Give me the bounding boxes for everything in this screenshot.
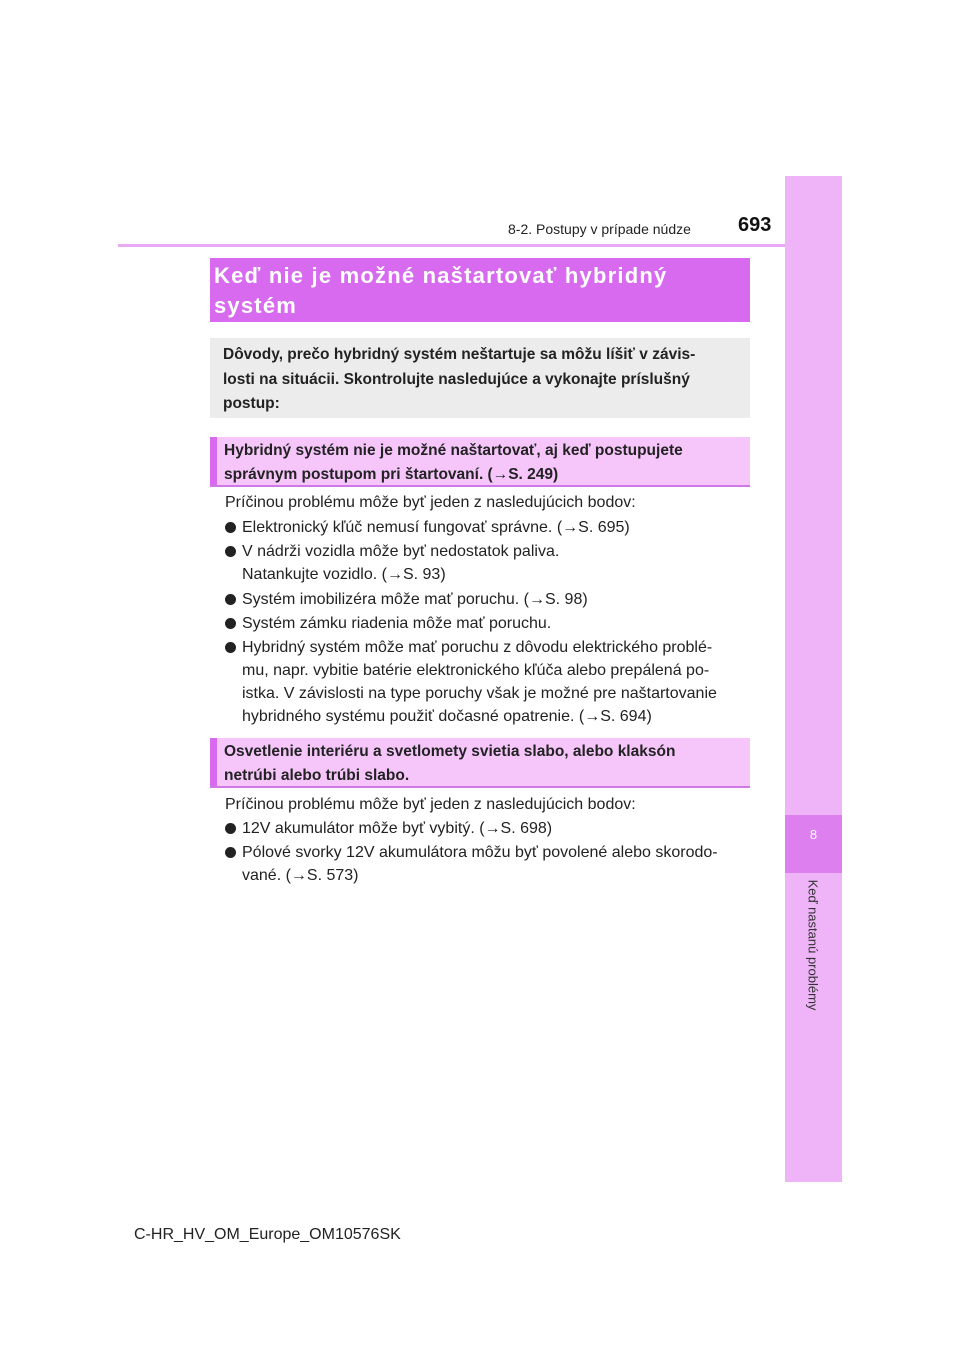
list-item-text: vané. (→S. 573) — [242, 867, 359, 884]
page-title — [214, 261, 744, 321]
section-heading-marker — [210, 437, 217, 485]
list-item — [225, 841, 745, 887]
list-item-text: hybridného systému použiť dočasné opatrenie. (→S. 694) — [242, 708, 652, 725]
header-rule — [118, 244, 785, 247]
list-item-text: 12V akumulátor môže byť vybitý. (→S. 698) — [242, 820, 553, 837]
bullet-icon — [225, 546, 236, 557]
bullet-icon — [225, 823, 236, 834]
list-item-text: V nádrži vozidla môže byť nedostatok paliva. — [242, 543, 560, 560]
section-heading-line: netrúbi alebo trúbi slabo. — [224, 767, 410, 784]
list-item-text: Elektronický kľúč nemusí fungovať správne. (→S. 695) — [242, 519, 630, 536]
chapter-title: Keď nastanú problémy — [805, 879, 821, 1011]
section-heading-marker — [210, 738, 217, 786]
section-heading-line: správnym postupom pri štartovaní. (→S. 249) — [224, 466, 559, 483]
section-heading — [210, 437, 750, 487]
list-item-text: Natankujte vozidlo. (→S. 93) — [242, 566, 446, 583]
list-item — [225, 540, 745, 586]
list-item — [225, 636, 745, 728]
section-heading-line: Hybridný systém nie je možné naštartovať, aj keď postupujete — [224, 442, 683, 459]
intro-line: postup: — [223, 395, 280, 412]
intro-line: Dôvody, prečo hybridný systém neštartuje sa môžu líšiť v závis- — [223, 346, 696, 363]
list-item-text: mu, napr. vybitie batérie elektronického kľúča alebo prepálená po- — [242, 662, 710, 679]
intro-text — [223, 343, 741, 417]
list-item-text: istka. V závislosti na type poruchy však je možné pre naštartovanie — [242, 685, 717, 702]
chapter-number: 8 — [809, 827, 818, 842]
list-item — [225, 817, 745, 840]
list-item — [225, 516, 745, 539]
list-item-text: Hybridný systém môže mať poruchu z dôvodu elektrického problé- — [242, 639, 713, 656]
list-item-text: Systém imobilizéra môže mať poruchu. (→S. 98) — [242, 591, 588, 608]
list-item-text: Systém zámku riadenia môže mať poruchu. — [242, 615, 552, 632]
section-heading — [210, 738, 750, 788]
page-title-line: Keď nie je možné naštartovať hybridný — [214, 263, 668, 288]
bullet-icon — [225, 847, 236, 858]
document-code: C-HR_HV_OM_Europe_OM10576SK — [134, 1226, 401, 1243]
bullet-icon — [225, 618, 236, 629]
section-heading-line: Osvetlenie interiéru a svetlomety svietia slabo, alebo klaksón — [224, 743, 676, 760]
intro-line: losti na situácii. Skontrolujte nasledujúce a vykonajte príslušný — [223, 370, 690, 388]
bullet-icon — [225, 594, 236, 605]
chapter-side-tab — [785, 176, 842, 1182]
section-lead: Príčinou problému môže byť jeden z nasledujúcich bodov: — [225, 494, 636, 511]
chapter-number-block — [785, 815, 842, 873]
list-item-text: Pólové svorky 12V akumulátora môžu byť povolené alebo skorodo- — [242, 844, 718, 861]
section-lead: Príčinou problému môže byť jeden z nasledujúcich bodov: — [225, 796, 636, 813]
bullet-icon — [225, 522, 236, 533]
list-item — [225, 588, 745, 611]
page-title-line: systém — [214, 293, 298, 318]
list-item — [225, 612, 745, 635]
section-label: 8-2. Postupy v prípade núdze — [508, 221, 691, 237]
page-number: 693 — [738, 214, 772, 236]
bullet-icon — [225, 642, 236, 653]
